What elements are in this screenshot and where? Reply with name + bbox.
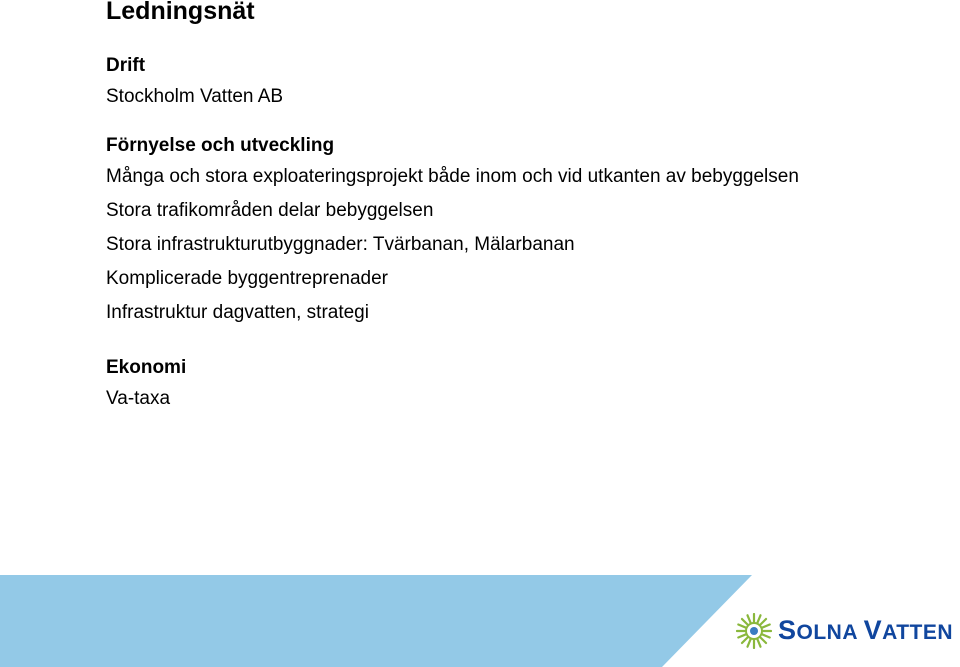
solna-vatten-logo: [736, 613, 953, 649]
section-heading-fornyelse: Förnyelse och utveckling: [106, 135, 335, 156]
slide-content: [106, 52, 946, 416]
sun-ray: [742, 637, 748, 643]
sun-ray: [738, 634, 745, 637]
section-heading-ekonomi: Ekonomi: [106, 357, 187, 378]
sun-ray: [738, 624, 745, 627]
sun-ray: [762, 624, 769, 627]
fornyelse-line-3: Stora infrastrukturutbyggnader: Tvärbanan, Mälarbanan: [106, 234, 575, 255]
logo-wordmark: SOLNA VATTEN: [778, 614, 954, 645]
fornyelse-line-1: Många och stora exploateringsprojekt både inom och vid utkanten av bebyggelsen: [106, 166, 799, 187]
sun-ray: [757, 639, 760, 646]
sun-ray: [747, 615, 750, 622]
slide-title: Ledningsnät: [106, 0, 255, 25]
drift-line-1: Stockholm Vatten AB: [106, 86, 284, 107]
sun-ray: [760, 619, 766, 625]
sun-ray: [757, 615, 760, 622]
sun-ray: [760, 637, 766, 643]
ekonomi-line-1: Va-taxa: [106, 388, 171, 409]
sun-ray: [747, 639, 750, 646]
sun-ray: [762, 634, 769, 637]
fornyelse-line-2: Stora trafikområden delar bebyggelsen: [106, 200, 434, 221]
sun-ray: [742, 619, 748, 625]
sun-logo-icon: [736, 613, 772, 649]
fornyelse-line-4: Komplicerade byggentreprenader: [106, 268, 389, 289]
section-heading-drift: Drift: [106, 55, 146, 76]
fornyelse-line-5: Infrastruktur dagvatten, strategi: [106, 302, 369, 323]
